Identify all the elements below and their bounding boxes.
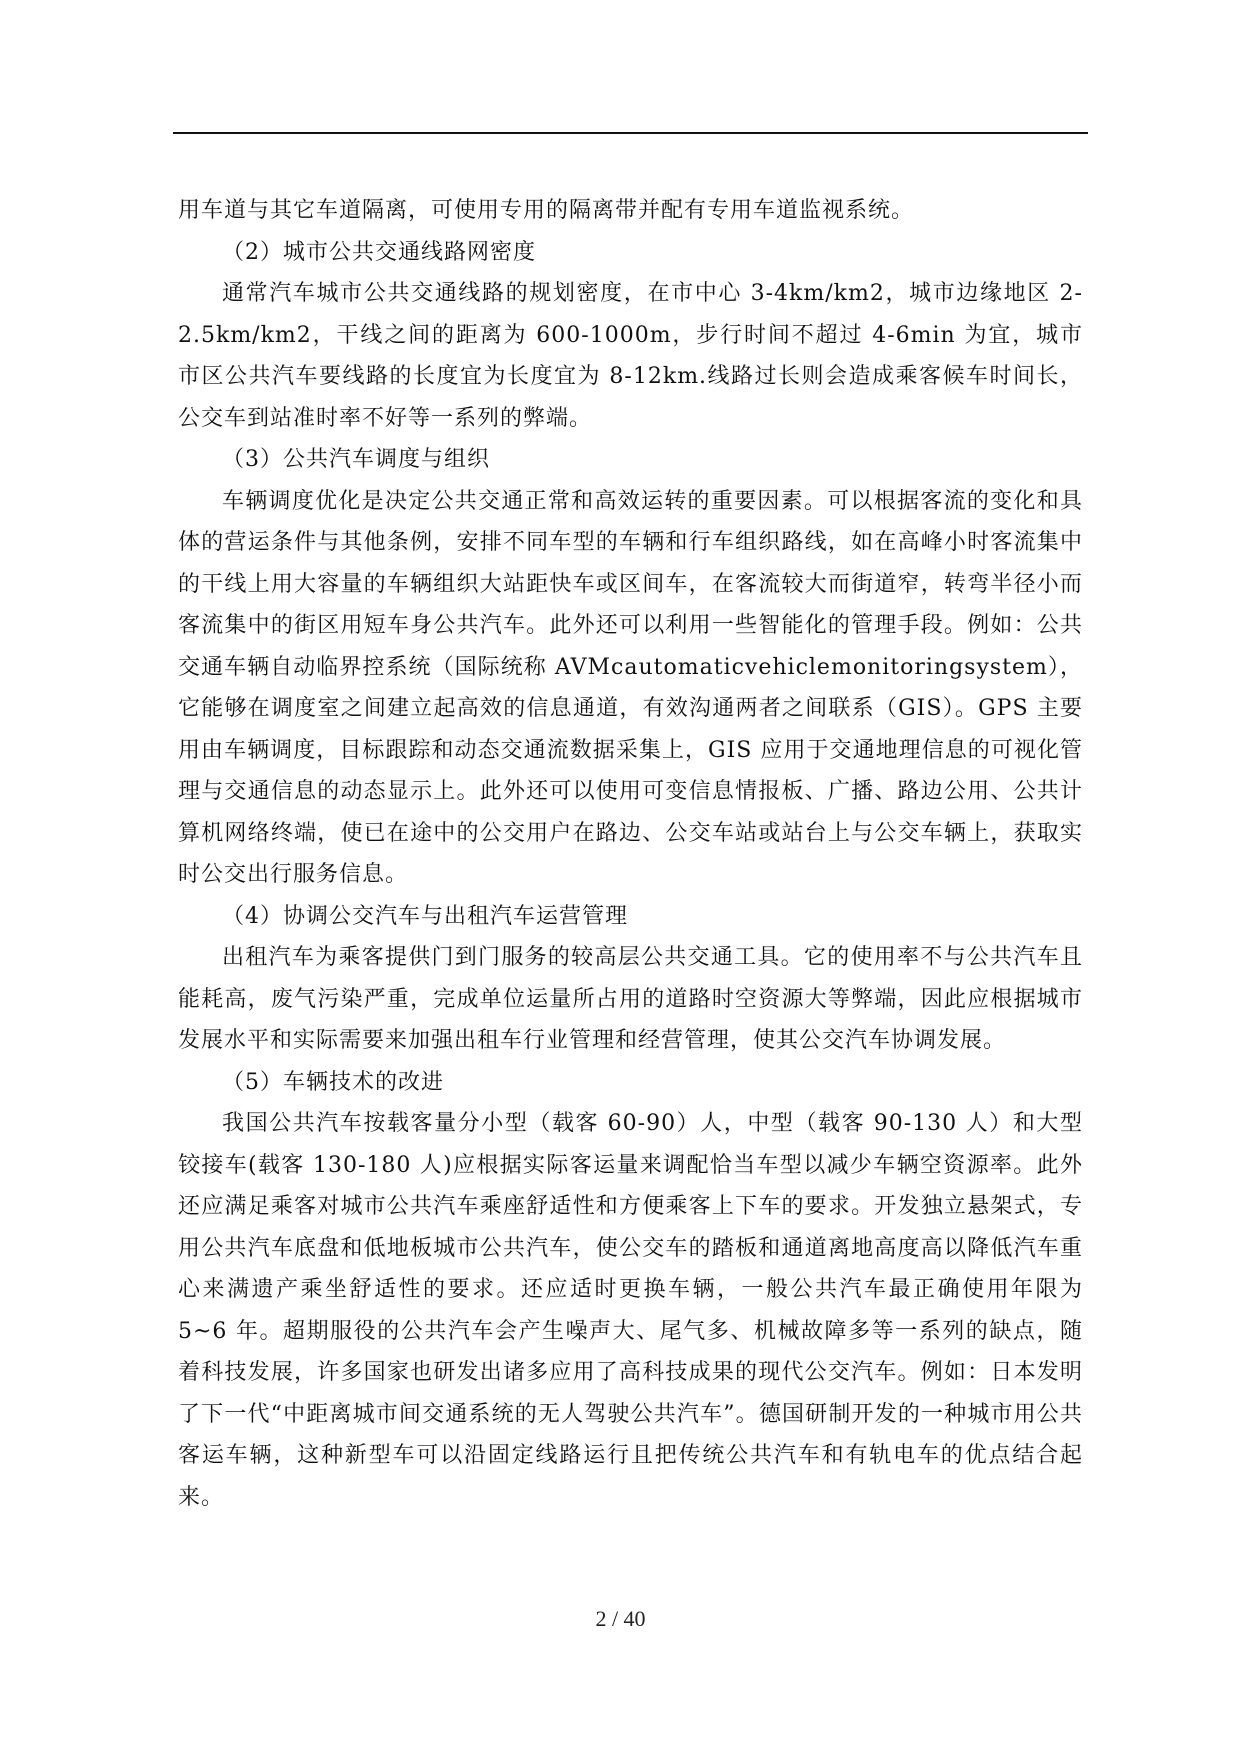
section-heading-5: （5）车辆技术的改进 bbox=[222, 1069, 444, 1095]
section-heading-2: （2）城市公共交通线路网密度 bbox=[222, 239, 536, 265]
header-rule bbox=[173, 132, 1088, 134]
body-text bbox=[178, 190, 1083, 1518]
paragraph-route-density: 通常汽车城市公共交通线路的规划密度，在市中心 3-4km/km2，城市边缘地区 2-2.5km/km2，干线之间的距离为 600-1000m，步行时间不超过 4-6min 为宜，城市市区公共汽车要线路的长度宜为长度宜为 8-12km.线路过长则会造成乘客候车时间长，公交车到站准时率不好等一系列的弊端。 bbox=[178, 281, 1083, 431]
section-heading-4: （4）协调公交汽车与出租汽车运营管理 bbox=[222, 903, 628, 929]
paragraph-dispatch: 车辆调度优化是决定公共交通正常和高效运转的重要因素。可以根据客流的变化和具体的营运条件与其他条例，安排不同车型的车辆和行车组织路线，如在高峰小时客流集中的干线上用大容量的车辆组织大站距快车或区间车，在客流较大而街道窄，转弯半径小而客流集中的街区用短车身公共汽车。此外还可以利用一些智能化的管理手段。例如：公共交通车辆自动临界控系统（国际统称 AVMcautomaticvehiclemonitoringsystem），它能够在调度室之间建立起高效的信息通道，有效沟通两者之间联系（GIS）。GPS 主要用由车辆调度，目标跟踪和动态交通流数据采集上，GIS 应用于交通地理信息的可视化管理与交通信息的动态显示上。此外还可以使用可变信息情报板、广播、路边公用、公共计算机网络终端，使已在途中的公交用户在路边、公交车站或站台上与公交车辆上，获取实时公交出行服务信息。 bbox=[178, 488, 1083, 887]
paragraph-continuation: 用车道与其它车道隔离，可使用专用的隔离带并配有专用车道监视系统。 bbox=[178, 198, 915, 223]
paragraph-taxi: 出租汽车为乘客提供门到门服务的较高层公共交通工具。它的使用率不与公共汽车且能耗高，废气污染严重，完成单位运量所占用的道路时空资源大等弊端，因此应根据城市发展水平和实际需要来加强出租车行业管理和经营管理，使其公交汽车协调发展。 bbox=[178, 945, 1083, 1053]
section-heading-3: （3）公共汽车调度与组织 bbox=[222, 447, 490, 472]
paragraph-vehicle-tech: 我国公共汽车按载客量分小型（载客 60-90）人，中型（载客 90-130 人）和大型铰接车(载客 130-180 人)应根据实际客运量来调配恰当车型以减少车辆空资源率。此外还应满足乘客对城市公共汽车乘座舒适性和方便乘客上下车的要求。开发独立悬架式，专用公共汽车底盘和低地板城市公共汽车，使公交车的踏板和通道离地高度高以降低汽车重心来满遗产乘坐舒适性的要求。还应适时更换车辆，一般公共汽车最正确使用年限为 5~6 年。超期服役的公共汽车会产生噪声大、尾气多、机械故障多等一系列的缺点，随着科技发展，许多国家也研发出诸多应用了高科技成果的现代公交汽车。例如：日本发明了下一代“中距离城市间交通系统的无人驾驶公共汽车”。德国研制开发的一种城市用公共客运车辆，这种新型车可以沿固定线路运行且把传统公共汽车和有轨电车的优点结合起来。 bbox=[178, 1111, 1083, 1510]
page-number: 2 / 40 bbox=[595, 1606, 646, 1631]
